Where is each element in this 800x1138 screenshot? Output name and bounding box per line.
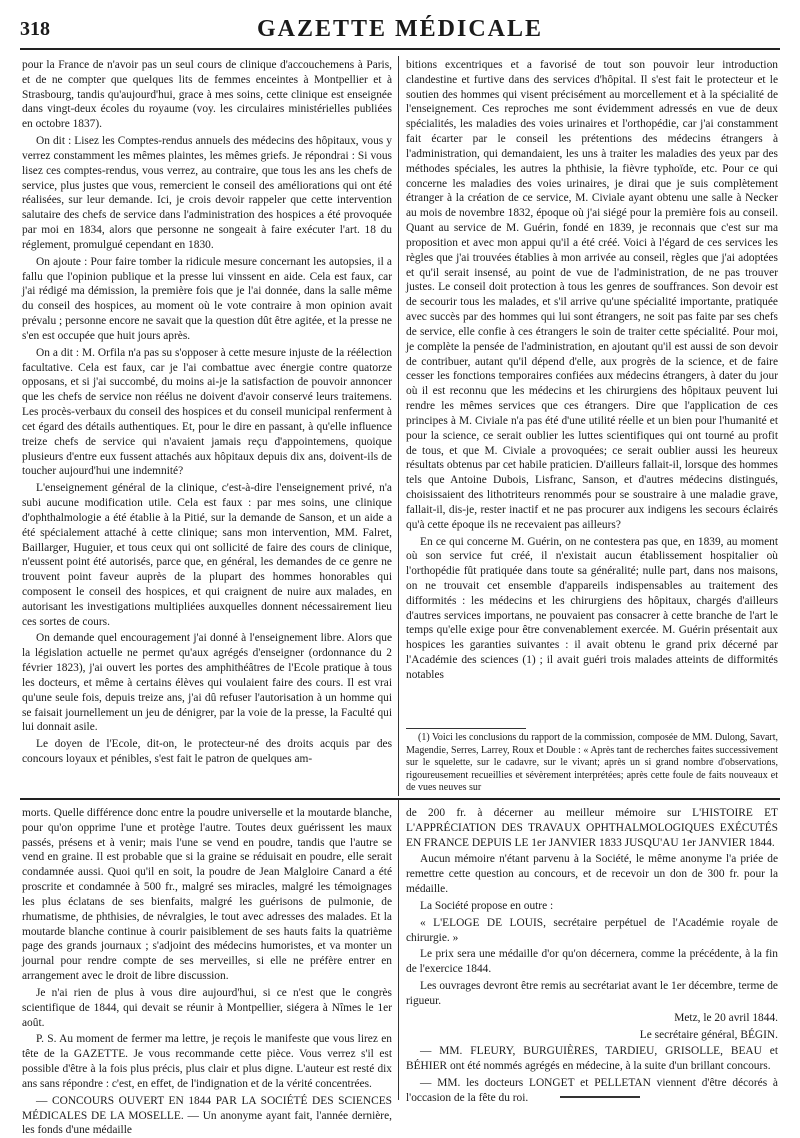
footnote bbox=[406, 732, 778, 794]
paragraph: On demande quel encouragement j'ai donné à l'enseignement libre. Alors que la législation actuelle ne permet qu'aux agrégés d'enseigner (ordonnance du 2 février 1823), j'ai ouvert les portes des amphithéâtres de l'Ecole pratique à tous les docteurs, et même à certains élèves qui voulaient faire des cours. Il est vrai qu'une seule fois, depuis treize ans, j'ai dû refuser l'autorisation à un homme qui se faisait journellement un jeu de dénigrer, par la voie de la presse, la Faculté qui lui donnait asile. bbox=[22, 632, 392, 734]
paragraph: On dit : Lisez les Comptes-rendus annuels des médecins des hôpitaux, vous y verrez constamment les mêmes plaintes, les mêmes griefs. Je répondrai : Si vous lisez ces comptes-rendus, vous verrez, au contraire, que tous les ans les chefs de service, plus justes que vous, remercient le conseil des améliorations qui ont été réalisées, sur leur demande. Ici, je crois devoir rappeler que cette intervention salutaire des chefs de service dans l'administration des hospices a été provoquée par moi en 1834, alors que personne ne songeait à faire exécuter l'art. 18 du réglement, promulgué cependant en 1830. bbox=[22, 135, 392, 251]
paragraph: de 200 fr. à décerner au meilleur mémoire sur L'HISTOIRE ET L'APPRÉCIATION DES TRAVAUX OPHTHALMOLOGIQUES EXÉCUTÉS EN FRANCE DEPUIS LE 1er JANVIER 1833 JUSQU'AU 1er JANVIER 1844. bbox=[406, 807, 778, 849]
bottom-left-column bbox=[22, 806, 392, 1137]
paragraph: Le doyen de l'Ecole, dit-on, le protecteur-né des droits acquis par des concours loyaux et pénibles, s'est fait le patron de quelques am- bbox=[22, 738, 392, 766]
paragraph: bitions excentriques et a favorisé de tout son pouvoir leur introduction clandestine et furtive dans des services d'hôpital. Il s'est fait le protecteur et le soutien des hommes qui visent précisément au morcellement et à la spécialité de l'enseignement. Ces reproches me sont évidemment adressés en vue de deux spécialités, les maladies des voies urinaires et l'orthopédie, car j'ai constamment fait écarter par le conseil les prétentions des médecins étrangers à l'administration, qui demandaient, les uns à traiter les maladies des yeux par des méthodes spéciales, les autres la phthisie, la fièvre typhoïde, etc. Pour ce qui concerne les maladies des voies urinaires, je dirai que je suis complètement étranger à la création de ce service, M. Civiale ayant obtenu une salle à Necker au mois de novembre 1832, époque où j'ai siégé pour la première fois au conseil. Quant au service de M. Guérin, fondé en 1839, je reconnais que c'est sur ma proposition et avec mon appui qu'il a été créé. Voici à l'égard de ces services les règles que j'ai trouvées établies à mon arrivée au conseil, règles que j'ai adoptées et qu'il serait insensé, au point de vue de l'administration, de ne pas trouver justes. Le conseil doit protection à tous les genres de souffrances. Son devoir est de secourir tous les malades, et s'il arrive qu'une spécialité importante, pratiquée avec succès par des hommes qui lui sont étrangers, ne soit pas faite par ses chefs de service, elle confie à ces étrangers le soin de traiter cette spécialité. Pour moi, je complète la pensée de l'administration, en ajoutant qu'il est aussi de son devoir de contribuer, autant qu'il dépend d'elle, aux progrès de la science, et de faire cesser les fonctions temporaires confiées aux médecins étrangers, à dater du jour où il est reconnu que les médecins et les chirurgiens des hôpitaux peuvent lui rendre les mêmes services que ces étrangers. Dire que l'application de ces principes à M. Civiale n'a pas été d'une utilité réelle et un bien pour l'humanité et pour la science, ce serait oublier les luttes scientifiques qui ont tourné au profit de tous, et que M. Civiale a provoquées; ce serait oublier aussi les heureux résultats obtenus par cet habile praticien. D'ailleurs fallait-il, lorsque des hommes tels que Antoine Dubois, Lisfranc, Sanson, et d'autres médecins distingués, choisissaient des lithotriteurs renommés pour se soustraire à une maladie grave, fallait-il, dis-je, rester inactif et ne pas procurer aux indigens les secours éclairés qu'à cette époque ils ne recevaient pas ailleurs? bbox=[406, 59, 778, 531]
journal-title: GAZETTE MÉDICALE bbox=[256, 16, 544, 42]
bottom-right-column bbox=[406, 806, 778, 1102]
paragraph: Je n'ai rien de plus à vous dire aujourd'hui, si ce n'est que le congrès scientifique de 1844, qui devait se réunir à Montpellier, siégera à Nîmes le 1er août. bbox=[22, 986, 392, 1029]
paragraph: L'enseignement général de la clinique, c'est-à-dire l'enseignement privé, n'a subi aucune modification utile. Cela est faux : par mes soins, une clinique d'ophthalmologie a été établie à la Pitié, sur la demande de Sanson, et un aide a été spécialement attaché à cette clinique; sans mon intervention, MM. Falret, Baillarger, Huguier, et tous ceux qui ont sollicité de faire des cours de clinique, n'eussent point été autorisés, parce que, en général, les demandes de ce genre ne trouvent point faveur auprès de la plupart des hommes honorables qui composent le conseil des hospices, et qui craignent de nuire aux malades, en autorisant les investigations multipliées auxquelles donnent nécessairement lieu ces sortes de cours. bbox=[22, 482, 392, 628]
footnote-text: (1) Voici les conclusions du rapport de la commission, composée de MM. Dulong, Savart, Magendie, Serres, Larrey, Roux et Double : « Après tant de recherches faites successivement sur le squelette, sur le cadavre, sur le vivant; après un si grand nombre d'observations, rigoureusement recueillies et sévèrement interprétées; après cette foule de faits nouveaux et de vues neuves sur bbox=[406, 732, 778, 793]
feuilleton-rule bbox=[20, 798, 780, 800]
footnote-rule bbox=[406, 728, 526, 729]
paragraph: « L'ELOGE DE LOUIS, secrétaire perpétuel de l'Académie royale de chirurgie. » bbox=[406, 916, 778, 944]
paragraph: Aucun mémoire n'étant parvenu à la Société, le même anonyme l'a priée de remettre cette question au concours, et de recevoir un don de 300 fr. pour la médaille. bbox=[406, 853, 778, 896]
paragraph: P. S. Au moment de fermer ma lettre, je reçois le manifeste que vous lirez en tête de la GAZETTE. Je vous recommande cette pièce. Vous verrez s'il est possible d'être à la fois plus précis, plus clair et plus digne. L'auteur est resté dix ans sans répondre : c'est, en effet, de l'indignation et de la vérité concentrées. bbox=[22, 1033, 392, 1090]
dateline: Metz, le 20 avril 1844. bbox=[674, 1011, 778, 1024]
column-divider-bottom bbox=[398, 800, 399, 1100]
paragraph: pour la France de n'avoir pas un seul cours de clinique d'accouchemens à Paris, et de ne compter que quelques lits de femmes enceintes à Montpellier et à Strasbourg, tandis qu'aujourd'hui, grace à mes soins, cette clinique est enseignée dans vingt-deux écoles du royaume (voy. les circulaires ministérielles publiées en octobre 1837). bbox=[22, 59, 392, 131]
paragraph: Les ouvrages devront être remis au secrétariat avant le 1er décembre, terme de rigueur. bbox=[406, 980, 778, 1007]
signature: Le secrétaire général, BÉGIN. bbox=[639, 1028, 778, 1041]
paragraph: Le prix sera une médaille d'or qu'on décernera, comme la précédente, à la fin de l'exercice 1844. bbox=[406, 948, 778, 976]
paragraph: — CONCOURS OUVERT EN 1844 PAR LA SOCIÉTÉ DES SCIENCES MÉDICALES DE LA MOSELLE. — Un anonyme ayant fait, l'année dernière, les fonds d'une médaille bbox=[22, 1094, 392, 1137]
paragraph: morts. Quelle différence donc entre la poudre universelle et la moutarde blanche, pour qu'on opprime l'une et protège l'autre. Toutes deux guérissent les maux passés, présens et à venir; mais l'une se vend en poudre, tandis que l'autre se vend en graine. Il est probable que si la graine se réduisait en poudre, elle serait condamnée aussi. Quoi qu'il en soit, la poudre de Jean Malgloire Canard a été proscrite et condamnée à 500 fr., malgré ses miracles, malgré les témoignages les plus éclatans de ses bienfaits, malgré les guérisons de pulmonie, de rhumatisme, de phthisies, de névralgies, le tout avec adresses des malades. Et la moutarde blanche continue à courir paisiblement de ses hauts faits la quatrième page des grands journaux ; s'adjoint des médecins humoristes, et va monter un journal pour rendre compte de ses merveilles, si elle ne préfère entrer en arrangement avec le droit de libre discussion. bbox=[22, 807, 392, 983]
left-column bbox=[22, 58, 392, 766]
header-rule bbox=[20, 48, 780, 50]
paragraph: — MM. les docteurs LONGET et PELLETAN viennent d'être décorés à l'occasion de la fête du roi. bbox=[406, 1077, 778, 1104]
paragraph: On ajoute : Pour faire tomber la ridicule mesure concernant les autopsies, il a fallu que l'opinion publique et la presse lui vinssent en aide. Cela est faux, car j'ai rédigé ma démission, la première fois que je l'ai donnée, dans la salle même du conseil des hospices, au moment où le vote contraire à mon opinion avait prévalu ; personne encore ne savait que la question dût être agitée, et la presse ne s'en est occupée que huit jours après. bbox=[22, 255, 392, 342]
paragraph: On a dit : M. Orfila n'a pas su s'opposer à cette mesure injuste de la réélection facultative. Cela est faux, car je l'ai combattue avec énergie contre quatorze opposans, et si j'ai succombé, du moins ai-je la satisfaction de pouvoir annoncer que les chefs de service non réélus ne doivent d'avoir conservé leurs traitemens. Les procès-verbaux du conseil des hospices et du conseil municipal renferment à cet égard des détails authentiques. Et, pour le dire en passant, à qu'elle influence treize chefs de service qui n'avaient jamais reçu d'appointemens, quoique plusieurs d'entre eux fussent attachés aux hôpitaux depuis dix ans, doivent-ils de toucher aujourd'hui une indemnité? bbox=[22, 346, 392, 478]
right-column bbox=[406, 58, 778, 786]
column-divider bbox=[398, 56, 399, 796]
paragraph: — MM. FLEURY, BURGUIÈRES, TARDIEU, GRISOLLE, BEAU et BÉHIER ont été nommés agrégés en médecine, à la suite d'un brillant concours. bbox=[406, 1045, 778, 1073]
paragraph: En ce qui concerne M. Guérin, on ne contestera pas que, en 1839, au moment où son service fut créé, il n'existait aucun établissement hospitalier où l'orthopédie fût pratiquée dans toute sa généralité; nulle part, dans nos maisons, on ne trouvait cet ensemble d'appareils indispensables au traitement des difformités : les médecins et les chirurgiens des hôpitaux, chargés d'ailleurs d'autres services importans, ne pouvaient pas consacrer à cette branche de l'art le temps qu'elle exige pour être convenablement exercée. M. Guérin présentait aux hospices les garanties suivantes : il avait obtenu le grand prix décerné par l'Académie des sciences (1) ; il avait guéri trois malades atteints de difformités notables bbox=[406, 535, 778, 681]
end-rule bbox=[560, 1096, 640, 1098]
paragraph: La Société propose en outre : bbox=[420, 899, 554, 912]
page-number: 318 bbox=[20, 18, 50, 40]
page-header bbox=[20, 14, 780, 48]
